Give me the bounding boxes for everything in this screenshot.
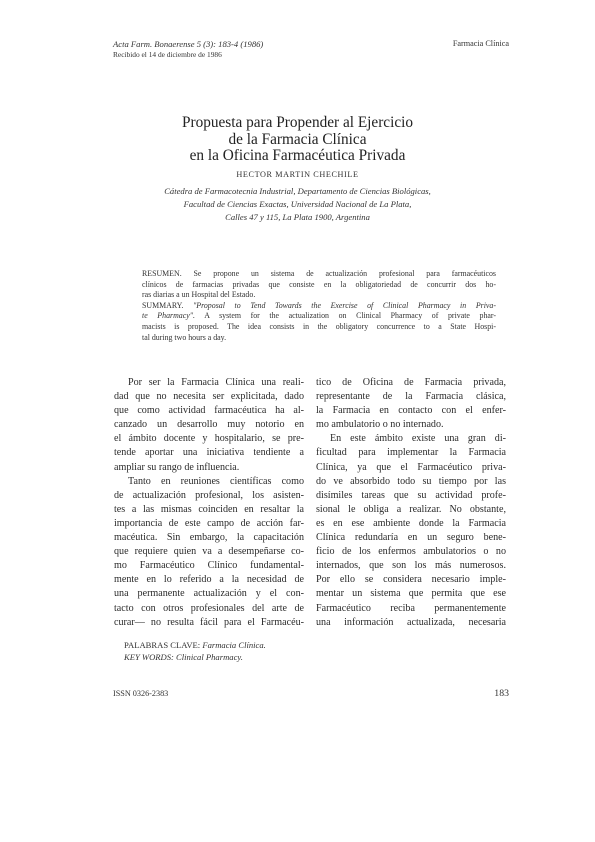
body-line: Tanto en reuniones científicas como	[128, 475, 304, 487]
body-line: es en ese ambiente donde la Farmacia	[316, 517, 506, 529]
body-line: macéutica. Sin embargo, la capacitación	[114, 532, 304, 544]
body-line: la Farmacia en contacto con el enfer-	[316, 405, 506, 417]
body-column-left	[114, 376, 304, 630]
affiliation-line: Facultad de Ciencias Exactas, Universidad Nacional de La Plata,	[183, 198, 412, 209]
body-line: Clínica redundaría en un seguro bene-	[316, 532, 506, 544]
affiliation-line: Calles 47 y 115, La Plata 1900, Argentina	[225, 211, 370, 222]
author-name: HECTOR MARTIN CHECHILE	[236, 170, 359, 179]
keywords-en	[124, 651, 266, 663]
affiliation	[0, 185, 595, 223]
body-line: que requiere quien va a desempeñarse co-	[114, 546, 304, 558]
body-line: ficio de los enfermos ambulatorios o no	[316, 546, 506, 558]
body-line: ficultad para implementar la Farmacia	[316, 447, 506, 459]
received-date: Recibido el 14 de diciembre de 1986	[113, 50, 222, 59]
abstract-line: te Pharmacy". A system for the actualization on Clinical Pharmacy of private phar-	[142, 311, 496, 321]
body-line: tes a las mismas coinciden en resaltar la	[114, 503, 304, 515]
body-line: tacto con otros profesionales del arte de	[114, 602, 304, 614]
keywords-en-label: KEY WORDS:	[124, 652, 174, 662]
body-line: tende aportar una iniciativa tendiente a	[114, 447, 304, 459]
issn-number: ISSN 0326-2383	[113, 689, 169, 698]
body-line: ampliar su rango de influencia.	[114, 461, 240, 473]
journal-citation: Acta Farm. Bonaerense 5 (3): 183-4 (1986)	[113, 39, 264, 49]
keywords-block	[124, 639, 266, 663]
title-line: de la Farmacia Clínica	[228, 130, 367, 148]
body-line: mo Farmacéutico Clínico fundamental-	[114, 560, 304, 572]
body-line: dad que no necesita ser explicitada, dado	[114, 391, 304, 403]
affiliation-line: Cátedra de Farmacotecnia Industrial, Departamento de Ciencias Biológicas,	[164, 186, 431, 196]
body-line: importancia de este campo de acción far-	[114, 517, 304, 529]
body-line: En este ámbito existe una gran di-	[330, 433, 506, 445]
body-line: do ve absorbido todo su tiempo por las	[316, 475, 506, 487]
body-line: representante de la Farmacia clásica,	[316, 391, 506, 403]
body-line: tico de Oficina de Farmacia privada,	[316, 377, 506, 388]
abstract-line: ras diarias a un Hospital del Estado.	[142, 290, 256, 300]
body-line: una información actualizada, necesaria	[316, 616, 506, 628]
abstract-block	[142, 269, 496, 343]
keywords-es	[124, 639, 266, 651]
body-line: una permanente actualización y el con-	[114, 588, 304, 600]
body-line: disímiles tareas que su actividad profe-	[316, 489, 506, 501]
body-line: de actualización profesional, los asisten-	[114, 489, 304, 501]
body-line: Por ello se considera necesario imple-	[316, 574, 506, 586]
body-line: mo ambulatorio o no internado.	[316, 419, 444, 431]
body-line: el ámbito docente y hospitalario, se pre-	[114, 433, 304, 445]
body-line: Clínica, ya que el Farmacéutico priva-	[316, 461, 506, 473]
body-line: internados, que son los más numerosos.	[316, 560, 506, 572]
abstract-line: macists is proposed. The idea consists in the obligatory concurrence to a State Hospi-	[142, 321, 496, 331]
article-title	[0, 115, 595, 165]
abstract-line: RESUMEN. Se propone un sistema de actualización profesional para farmacéuticos	[142, 269, 496, 278]
body-line: Por ser la Farmacia Clínica una reali-	[128, 377, 304, 388]
body-line: mentar un sistema que permita que ese	[316, 588, 506, 600]
section-label: Farmacia Clínica	[452, 39, 509, 48]
title-line: Propuesta para Propender al Ejercicio	[181, 114, 414, 131]
body-line: curar— no resulta fácil para el Farmacéu-	[114, 616, 304, 628]
abstract-line: tal during two hours a day.	[142, 332, 227, 342]
page-number: 183	[494, 688, 509, 699]
keywords-en-value: Clinical Pharmacy.	[176, 652, 243, 662]
abstract-line: SUMMARY. "Proposal to Tend Towards the Exercise of Clinical Pharmacy in Priva-	[142, 300, 496, 310]
body-line: Farmacéutico reciba permanentemente	[316, 602, 506, 614]
body-column-right	[316, 376, 506, 630]
keywords-es-label: PALABRAS CLAVE:	[124, 640, 201, 650]
keywords-es-value: Farmacia Clínica.	[202, 640, 266, 650]
body-line: canzado un desarrollo muy notorio en	[114, 419, 304, 431]
title-line: en la Oficina Farmacéutica Privada	[189, 147, 406, 164]
abstract-line: clínicos de farmacias privadas que consiste en la obligatoriedad de concurrir dos ho-	[142, 279, 496, 289]
body-line: sional le obliga a realizar. No obstante,	[316, 503, 506, 515]
body-line: que como actividad farmacéutica ha al-	[114, 405, 304, 417]
body-line: mente en lo referido a la necesidad de	[114, 574, 304, 586]
